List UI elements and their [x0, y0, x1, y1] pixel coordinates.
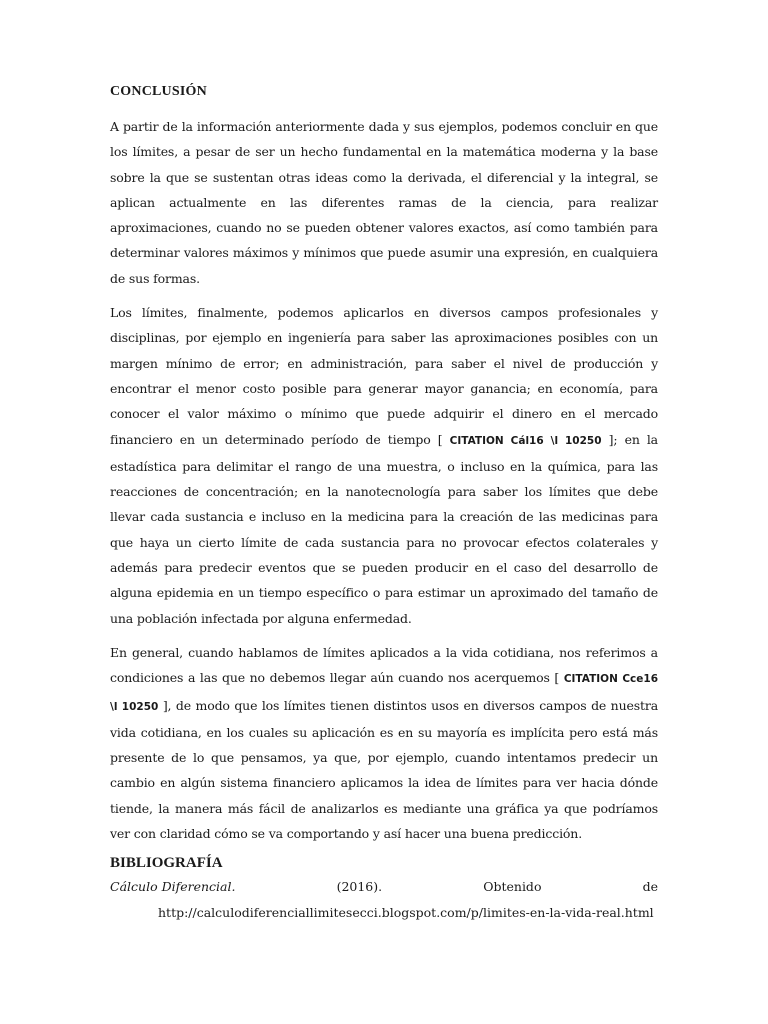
paragraph-2-text-a: Los límites, finalmente, podemos aplicarlos en diversos campos profesionales y disciplinas, por ejemplo en ingeniería para saber las aproximaciones posibles con un margen mínimo de error; en administración, para saber el nivel de producción y encontrar el menor costo posible para generar mayor ganancia; en economía, para conocer el valor máximo o mínimo que puede adquirir el dinero en el mercado financiero en un determinado período de tiempo [	[110, 305, 658, 447]
paragraph-3-text-b: ], de modo que los límites tienen distintos usos en diversos campos de nuestra vida cotidiana, en los cuales su aplicación es en su mayoría es implícita pero está más presente de lo que pensamos, ya que, por ejemplo, cuando intentamos predecir un cambio en algún sistema financiero aplicamos la idea de límites para ver hacia dónde tiende, la manera más fácil de analizarlos es mediante una gráfica ya que podríamos ver con claridad cómo se va comportando y así hacer una buena predicción.	[110, 697, 658, 842]
citation-field-cal16: CITATION Cál16 \l 10250	[449, 434, 602, 447]
bibliography-entry	[110, 874, 658, 926]
conclusion-paragraph-2	[110, 300, 658, 631]
bibliography-obtained: Obtenido	[483, 879, 542, 895]
bibliography-year: (2016).	[336, 879, 383, 895]
bibliography-heading: BIBLIOGRAFÍA	[110, 855, 223, 872]
bibliography-url[interactable]: http://calculodiferenciallimitesecci.blogspot.com/p/limites-en-la-vida-real.html	[158, 905, 654, 921]
bibliography-from: de	[642, 879, 658, 895]
bibliography-title: Cálculo Diferencial.	[110, 879, 236, 895]
citation-field-cce16: CITATION Cce16 \l 10250	[110, 673, 659, 713]
bibliography-entry-line-1	[110, 874, 658, 900]
paragraph-3-text-a: En general, cuando hablamos de límites aplicados a la vida cotidiana, nos referimos a condiciones a las que no debemos llegar aún cuando nos acerquemos [	[110, 644, 658, 686]
conclusion-paragraph-1: A partir de la información anteriormente dada y sus ejemplos, podemos concluir en que los límites, a pesar de ser un hecho fundamental en la matemática moderna y la base sobre la que se sustentan otras ideas como la derivada, el diferencial y la integral, se aplican actualmente en las diferentes ramas de la ciencia, para realizar aproximaciones, cuando no se pueden obtener valores exactos, así como también para determinar valores máximos y mínimos que puede asumir una expresión, en cualquiera de sus formas.	[110, 119, 658, 286]
document-body	[110, 84, 658, 926]
conclusion-heading: CONCLUSIÓN	[110, 84, 207, 99]
paragraph-2-text-b: ]; en la estadística para delimitar el rango de una muestra, o incluso en la química, para las reacciones de concentración; en la nanotecnología para saber los límites que debe llevar cada sustancia e incluso en la medicina para la creación de las medicinas para que haya un cierto límite de cada sustancia para no provocar efectos colaterales y además para predecir eventos que se pueden producir en el caso del desarrollo de alguna epidemia en un tiempo específico o para estimar un aproximado del tamaño de una población infectada por alguna enfermedad.	[110, 431, 658, 626]
conclusion-paragraph-3	[110, 640, 658, 846]
